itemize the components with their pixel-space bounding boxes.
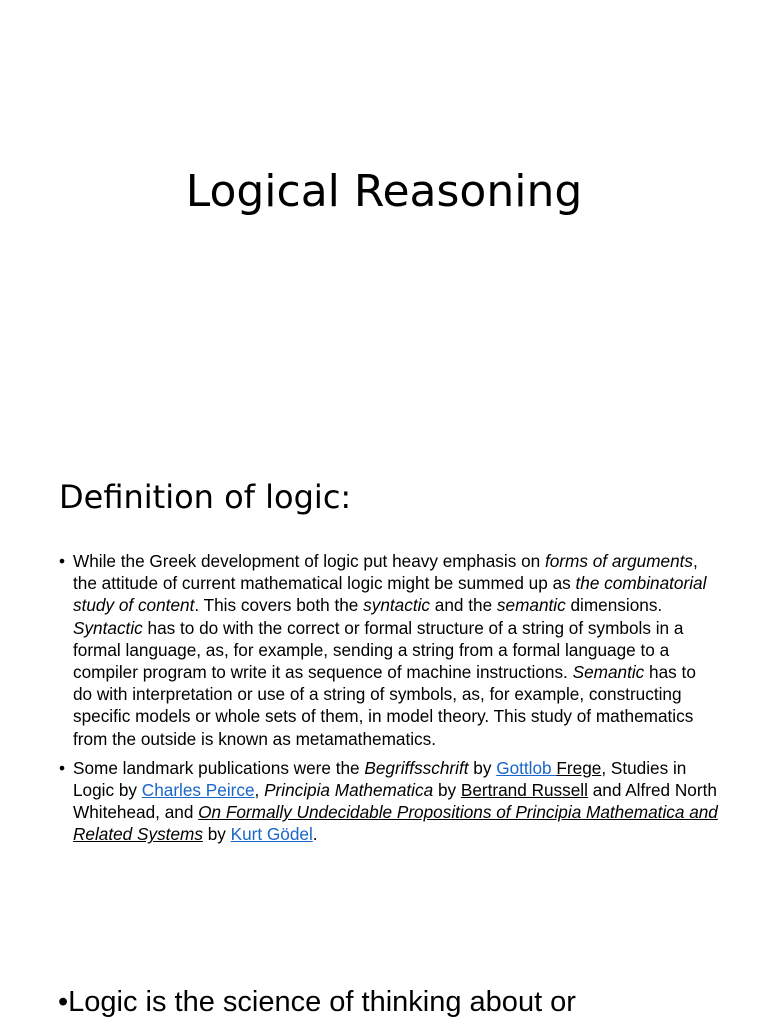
link-gottlob[interactable]: Gottlob <box>496 757 557 778</box>
section-heading: Definition of logic: <box>59 478 352 516</box>
text-run: , the attitude of current mathematical logic might be summed up as <box>73 551 698 594</box>
logic-science-bullet <box>58 982 758 1022</box>
text-run: , <box>254 780 265 801</box>
text-run: . <box>312 824 318 845</box>
underlined-frege: Frege <box>556 757 602 778</box>
italic-run: Begriffsschrift <box>364 757 469 778</box>
text-run: , Studies in Logic by <box>73 757 687 801</box>
bullet-marker: • <box>59 551 66 571</box>
text-run: Some landmark publications were the <box>73 757 365 778</box>
bullet-item-landmark-publications <box>59 757 719 846</box>
italic-run: Syntactic <box>73 617 143 638</box>
italic-run: Semantic <box>572 662 645 683</box>
italic-run: the combinatorial study of content <box>73 573 707 616</box>
text-run: dimensions. <box>565 595 663 616</box>
bullet-text: Logic is the science of thinking about or <box>68 986 576 1018</box>
bullet-marker: • <box>59 757 66 778</box>
italic-run: Principia Mathematica <box>264 780 434 801</box>
text-run: While the Greek development of logic put heavy emphasis on <box>73 551 545 571</box>
definition-bullet-list <box>59 550 719 868</box>
text-run: by <box>468 757 497 778</box>
italic-run: forms of arguments <box>544 551 694 571</box>
bullet-item-forms-of-arguments <box>59 550 719 750</box>
text-run: has to do with the correct or formal structure of a string of symbols in a formal language, as, for example, sending a string from a formal language to a compiler program to write it as sequence of machine instructions. <box>73 617 684 683</box>
text-run: and Alfred North Whitehead, and <box>73 780 717 823</box>
italic-run: syntactic <box>363 595 431 616</box>
text-run: by <box>433 780 461 801</box>
italic-run: semantic <box>496 595 566 616</box>
link-kurt-godel[interactable]: Kurt Gödel <box>230 824 313 845</box>
underlined-bertrand-russell: Bertrand Russell <box>460 780 588 801</box>
text-run: has to do with interpretation or use of a string of symbols, as, for example, constructing specific models or whole sets of them, in model theory. This study of mathematics from the outside is known as metamathematics. <box>73 662 696 749</box>
text-run: and the <box>430 595 497 616</box>
link-charles-peirce[interactable]: Charles Peirce <box>141 780 255 801</box>
text-run: . This covers both the <box>194 595 364 616</box>
italic-underlined-run: On Formally Undecidable Propositions of Principia Mathematica and Related Systems <box>73 802 718 845</box>
slide-title: Logical Reasoning <box>185 166 583 217</box>
bullet-marker: • <box>58 986 69 1018</box>
text-run: by <box>202 824 231 845</box>
